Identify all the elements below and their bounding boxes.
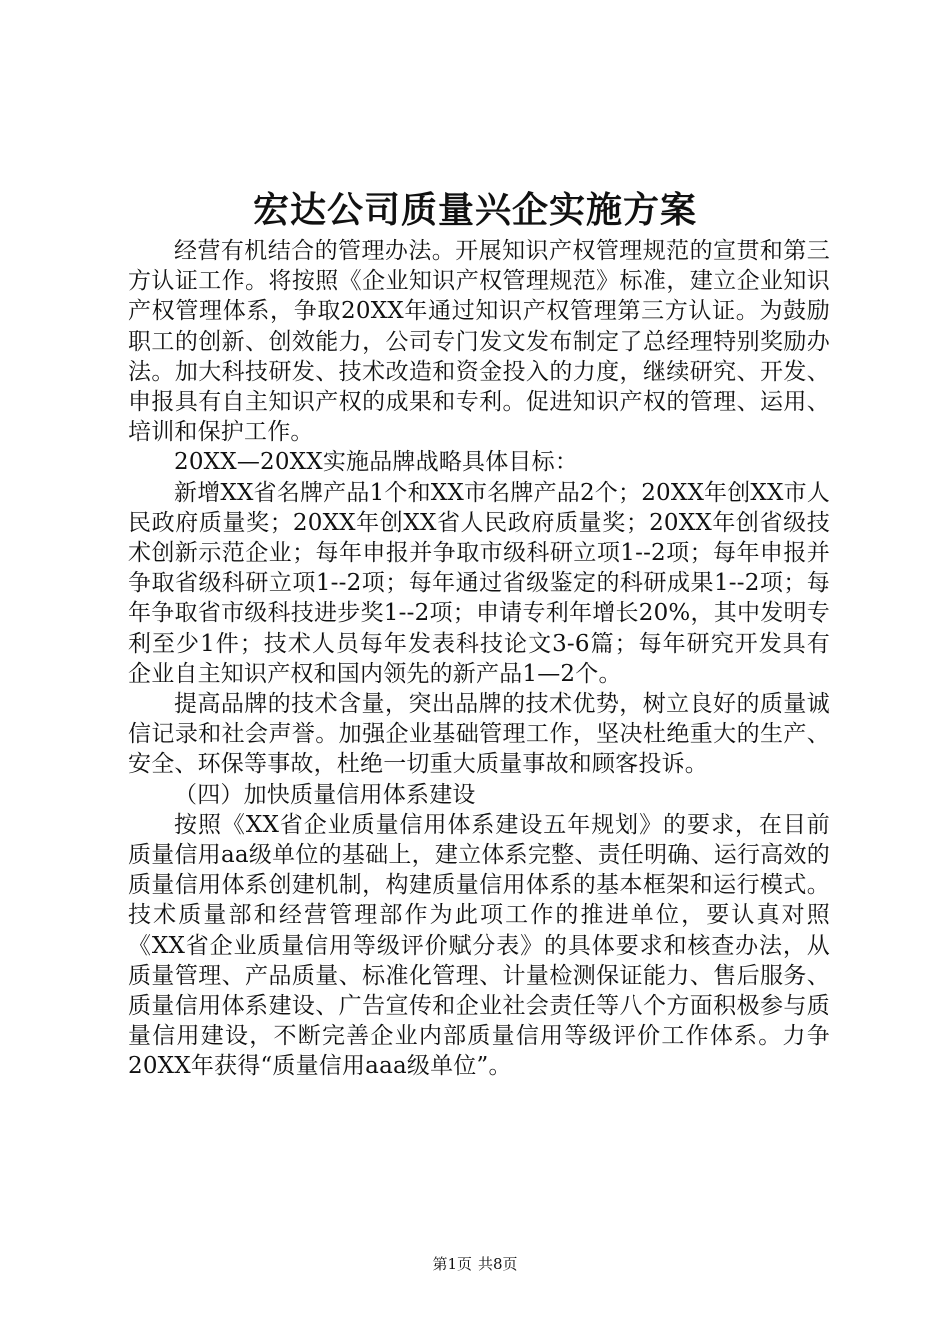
paragraph-brand-quality: 提高品牌的技术含量，突出品牌的技术优势，树立良好的质量诚信记录和社会声誉。加强企业基础管理工作，坚决杜绝重大的生产、安全、环保等事故，杜绝一切重大质量事故和顾客投诉。 bbox=[128, 691, 830, 778]
paragraph-brand-goals: 新增XX省名牌产品1个和XX市名牌产品2个；20XX年创XX市人民政府质量奖；20XX年创XX省人民政府质量奖；20XX年创省级技术创新示范企业；每年申报并争取市级科研立项1--2项；每年申报并争取省级科研立项1--2项；每年通过省级鉴定的科研成果1--2项；每年争取省市级科技进步奖1--2项；申请专利年增长20%，其中发明专利至少1件；技术人员每年发表科技论文3-6篇；每年研究开发具有企业自主知识产权和国内领先的新产品1—2个。 bbox=[128, 479, 830, 687]
document-body bbox=[128, 236, 830, 1082]
paragraph-brand-goals-heading: 20XX—20XX实施品牌战略具体目标： bbox=[174, 449, 579, 476]
page-number: 第1页 bbox=[432, 1255, 472, 1273]
paragraph-credit-system: 按照《XX省企业质量信用体系建设五年规划》的要求，在目前质量信用aa级单位的基础上，建立体系完整、责任明确、运行高效的质量信用体系创建机制，构建质量信用体系的基本框架和运行模式。技术质量部和经营管理部作为此项工作的推进单位，要认真对照《XX省企业质量信用等级评价赋分表》的具体要求和核查办法，从质量管理、产品质量、标准化管理、计量检测保证能力、售后服务、质量信用体系建设、广告宣传和企业社会责任等八个方面积极参与质量信用建设，不断完善企业内部质量信用等级评价工作体系。力争20XX年获得“质量信用aaa级单位”。 bbox=[128, 811, 830, 1080]
section-heading-credit-system: （四）加快质量信用体系建设 bbox=[174, 781, 476, 808]
document-title: 宏达公司质量兴企实施方案 bbox=[252, 189, 697, 231]
page-total: 共8页 bbox=[478, 1255, 518, 1273]
paragraph-ip-management: 经营有机结合的管理办法。开展知识产权管理规范的宣贯和第三方认证工作。将按照《企业知识产权管理规范》标准，建立企业知识产权管理体系，争取20XX年通过知识产权管理第三方认证。为鼓励职工的创新、创效能力，公司专门发文发布制定了总经理特别奖励办法。加大科技研发、技术改造和资金投入的力度，继续研究、开发、申报具有自主知识产权的成果和专利。促进知识产权的管理、运用、培训和保护工作。 bbox=[128, 238, 830, 446]
page-footer bbox=[0, 1254, 950, 1274]
